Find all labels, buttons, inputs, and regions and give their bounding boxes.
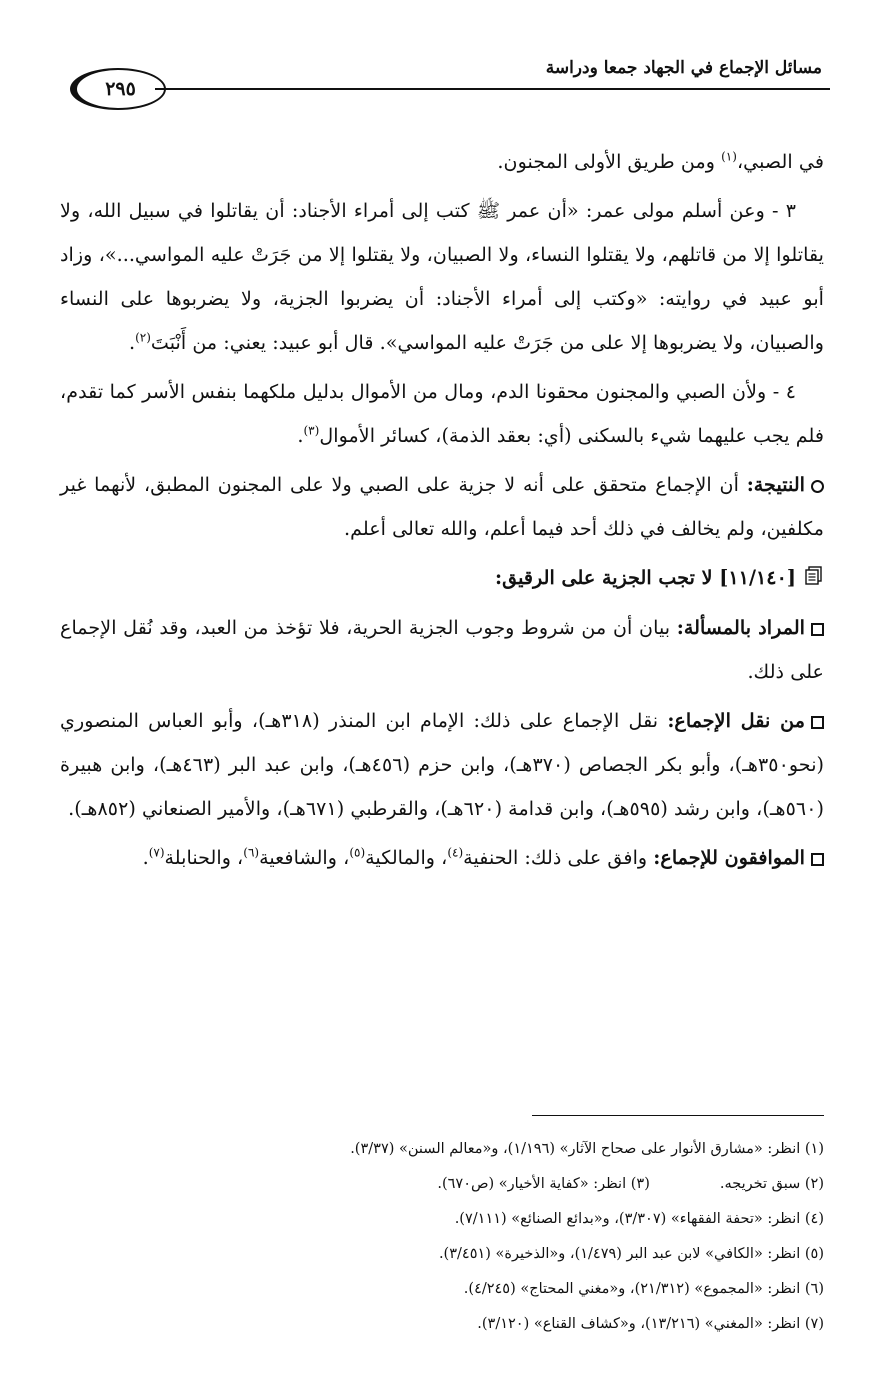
agreeing-term: الموافقون للإجماع: [653, 846, 805, 869]
page-number-badge [70, 68, 166, 110]
footnote-4: (٤) انظر: «تحفة الفقهاء» (٣/٣٠٧)، و«بدائع الصنائع» (٧/١١١). [454, 1211, 824, 1227]
footnote-7: (٧) انظر: «المغني» (١٣/٢١٦)، و«كشاف القناع» (٣/١٢٠). [477, 1316, 824, 1332]
paragraph-text: ٣ - وعن أسلم مولى عمر: «أن عمر ﷺ كتب إلى أمراء الأجناد: أن يقاتلوا في سبيل الله، ولا يقاتلوا إلا من قاتلهم، ولا يقتلوا النساء، ولا الصبيان، ولا يقتلوا إلا من جَرَتْ عليه المواسي...»، وزاد أبو عبيد في روايته: «وكتب إلى أمراء الأجناد: أن يضربوا الجزية، ولا يضربوها على النساء والصبيان، ولا يضربوها إلا على من جَرَتْ عليه المواسي». قال أبو عبيد: يعني: من أَنْبَتَ [60, 199, 824, 354]
footnote-ref[interactable]: (٣) [303, 423, 320, 438]
paragraph-text: . [297, 424, 304, 447]
paragraph-text: ، والحنابلة [164, 846, 244, 869]
header-rule [155, 88, 830, 90]
hollow-square-icon [811, 853, 824, 866]
page-header [60, 48, 830, 126]
result-term: النتيجة: [746, 473, 805, 496]
paragraph-text: ، والمالكية [365, 846, 448, 869]
paragraph-result [60, 463, 824, 551]
footnote-ref[interactable]: (٤) [447, 845, 464, 860]
paragraph-text: . [142, 846, 149, 869]
section-heading-text: [١١/١٤٠] لا تجب الجزية على الرقيق: [494, 566, 796, 589]
running-title: مسائل الإجماع في الجهاد جمعا ودراسة [545, 58, 822, 78]
page-number: ٢٩٥ [105, 78, 136, 100]
transmitters-text: نقل الإجماع على ذلك: الإمام ابن المنذر (٣١٨هـ)، وأبو العباس المنصوري (نحو٣٥٠هـ)، وأبو بكر الجصاص (٣٧٠هـ)، وابن حزم (٤٥٦هـ)، وابن عبد البر (٤٦٣هـ)، وابن هبيرة (٥٦٠هـ)، وابن رشد (٥٩٥هـ)، وابن قدامة (٦٢٠هـ)، والقرطبي (٦٧١هـ)، والأمير الصنعاني (٨٥٢هـ). [60, 709, 825, 820]
footnote-2: (٢) سبق تخريجه. [719, 1176, 824, 1192]
paragraph-text: في الصبي، [736, 150, 824, 173]
hollow-square-icon [811, 716, 824, 729]
meaning-term: المراد بالمسألة: [676, 616, 805, 639]
paragraph-reasoning [60, 370, 824, 458]
footnote-row [60, 1167, 824, 1202]
paragraph-aslam-narration [60, 189, 824, 365]
result-text: أن الإجماع متحقق على أنه لا جزية على الصبي ولا على المجنون المطبق، لأنهما غير مكلفين، ولم يخالف في ذلك أحد فيما أعلم، والله تعالى أعلم. [60, 473, 824, 540]
footnote-6: (٦) انظر: «المجموع» (٢١/٣١٢)، و«مغني المحتاج» (٤/٢٤٥). [463, 1281, 824, 1297]
paragraph-agreeing [60, 836, 824, 880]
paragraph-meaning [60, 606, 824, 694]
paragraph-text: ٤ - ولأن الصبي والمجنون محقونا الدم، ومال من الأموال بدليل ملكهما بنفس الأسر كما تقدم، فلم يجب عليهما شيء بالسكنى (أي: بعقد الذمة)، كسائر الأموال [60, 380, 824, 447]
footnote-ref[interactable]: (٧) [148, 845, 165, 860]
paragraph-transmitters [60, 699, 824, 831]
section-heading [60, 556, 824, 601]
footnote-5: (٥) انظر: «الكافي» لابن عبد البر (١/٤٧٩)، و«الذخيرة» (٣/٤٥١). [438, 1246, 824, 1262]
stacked-documents-icon [804, 557, 824, 601]
main-text [60, 140, 824, 885]
footnote-3: (٣) انظر: «كفاية الأخيار» (ص٦٧٠). [437, 1176, 650, 1192]
footnote-separator [532, 1115, 824, 1116]
paragraph-continuation [60, 140, 824, 184]
footnote-ref[interactable]: (٥) [349, 845, 366, 860]
footnote-ref[interactable]: (٢) [135, 330, 151, 345]
hollow-square-icon [811, 623, 824, 636]
paragraph-text: ، والشافعية [259, 846, 350, 869]
hollow-circle-icon [811, 480, 824, 493]
paragraph-text: ومن طريق الأولى المجنون. [497, 150, 722, 173]
footnote-ref[interactable]: (٦) [243, 845, 260, 860]
footnote-ref[interactable]: (١) [721, 149, 737, 164]
footnotes [60, 1132, 824, 1342]
paragraph-text: وافق على ذلك: الحنفية [463, 846, 654, 869]
transmitters-term: من نقل الإجماع: [667, 709, 805, 732]
meaning-text: بيان أن من شروط وجوب الجزية الحرية، فلا تؤخذ من العبد، وقد نُقل الإجماع على ذلك. [60, 616, 824, 683]
paragraph-text: . [128, 331, 136, 354]
footnote-1: (١) انظر: «مشارق الأنوار على صحاح الآثار» (١/١٩٦)، و«معالم السنن» (٣/٣٧). [350, 1141, 824, 1157]
